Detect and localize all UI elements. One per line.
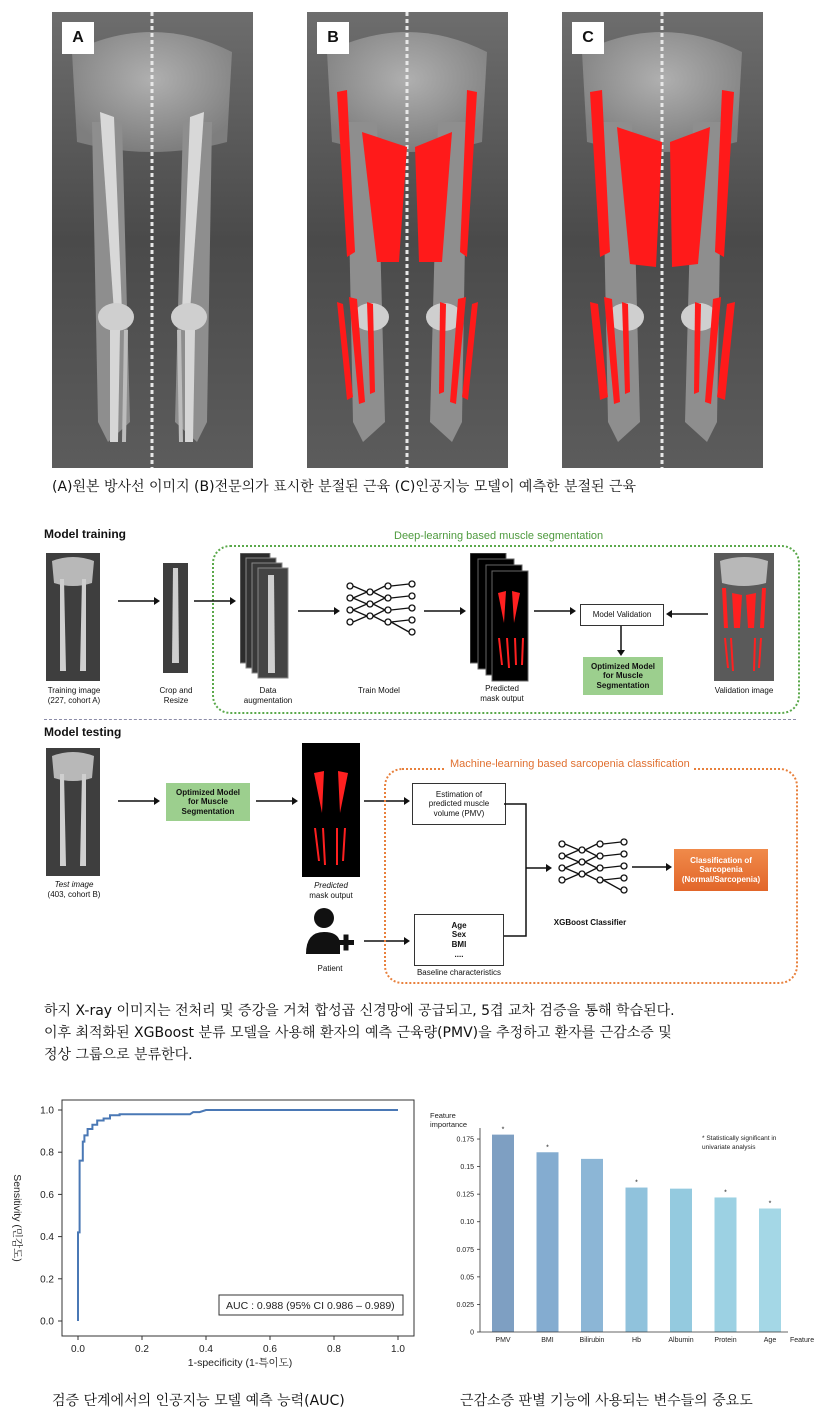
arrow-down-icon [616, 626, 626, 656]
classification-box: Classification of Sarcopenia (Normal/Sarcopenia) [674, 849, 768, 891]
optimized-model-box-testing: Optimized Model for Muscle Segmentation [166, 783, 250, 821]
bar-x-tick-label: Age [763, 1337, 777, 1344]
model-validation-box: Model Validation [580, 604, 664, 626]
neural-network-icon [340, 576, 418, 638]
significance-marker: * [635, 1179, 638, 1187]
bar-y-tick-label: 0.025 [456, 1301, 474, 1309]
section-divider [44, 719, 796, 720]
bar-y-tick-label: 0.15 [460, 1164, 474, 1172]
panel-label: B [317, 22, 349, 54]
predicted-mask-output [302, 743, 360, 877]
xray-image-original [52, 12, 253, 468]
test-image-count: (403, cohort B) [47, 890, 101, 899]
roc-x-tick-label: 0.4 [199, 1344, 213, 1355]
roc-y-tick-label: 0.2 [40, 1274, 54, 1286]
xray-panel-a [52, 12, 253, 468]
bar-x-tick-label: Bilirubin [579, 1337, 605, 1344]
roc-y-tick-label: 0.4 [40, 1232, 54, 1244]
train-model-label: Train Model [358, 686, 400, 695]
validation-image-label: Validation image [714, 686, 774, 695]
description-line: 정상 그룹으로 분류한다. [44, 1047, 193, 1063]
bar-bilirubin [581, 1159, 603, 1332]
bar-pmv [492, 1135, 514, 1332]
test-image [46, 748, 100, 876]
merge-arrows [504, 800, 552, 942]
bar-x-tick-label: Albumin [668, 1337, 694, 1344]
augmentation-stack [240, 553, 292, 683]
training-image [46, 553, 100, 681]
arrow-left-icon [666, 609, 708, 619]
machine-learning-title: Machine-learning based sarcopenia classification [446, 758, 694, 770]
validation-image [714, 553, 774, 681]
augmentation-label: Data augmentation [243, 686, 293, 705]
roc-y-tick-label: 1.0 [40, 1105, 54, 1117]
panel-label: A [62, 22, 94, 54]
optimized-model-box-training: Optimized Model for Muscle Segmentation [583, 657, 663, 695]
roc-x-tick-label: 0.2 [135, 1344, 149, 1355]
description-line: 하지 X-ray 이미지는 전처리 및 증강을 거쳐 합성곱 신경망에 공급되고, 5겹 교차 검증을 통해 학습된다. [44, 1003, 675, 1019]
bar-bmi [537, 1152, 559, 1332]
roc-y-axis-label: Sensitivity (민감도) [11, 1174, 23, 1262]
model-testing-title: Model testing [44, 725, 122, 739]
bar-hb [626, 1188, 648, 1332]
xray-panel-c [562, 12, 763, 468]
arrow-icon [534, 606, 576, 616]
patient-icon [304, 906, 356, 960]
bar-y-axis-label-2: importance [430, 1120, 468, 1129]
description-line: 이후 최적화된 XGBoost 분류 모델을 사용해 환자의 예측 근육량(PMV)을 추정하고 환자를 근감소증 및 [44, 1025, 672, 1041]
baseline-box: Age Sex BMI .... [414, 914, 504, 966]
bar-x-tick-label: Protein [714, 1337, 737, 1344]
significance-marker: * [501, 1126, 505, 1134]
auc-annotation: AUC : 0.988 (95% CI 0.986 – 0.989) [226, 1300, 395, 1312]
arrow-icon [118, 796, 160, 806]
bar-x-tick-label: BMI [541, 1337, 554, 1344]
feature-importance-chart [426, 1108, 836, 1348]
significance-marker: * [546, 1144, 549, 1152]
bar-x-tick-label: PMV [495, 1337, 511, 1344]
bar-y-tick-label: 0.10 [460, 1219, 474, 1227]
significance-legend-line-2: univariate analysis [702, 1144, 756, 1151]
cropped-image [163, 563, 188, 673]
significance-marker: * [768, 1200, 772, 1208]
predicted-mask-label: Predicted mask output [480, 684, 524, 703]
bar-caption: 근감소증 판별 기능에 사용되는 변수들의 중요도 [460, 1393, 753, 1409]
estimation-box: Estimation of predicted muscle volume (PMV) [412, 783, 506, 825]
roc-chart [0, 1090, 420, 1380]
significance-marker: * [724, 1189, 727, 1197]
xray-panel-b [307, 12, 508, 468]
bar-y-tick-label: 0 [470, 1329, 474, 1337]
bar-y-tick-label: 0.175 [456, 1136, 474, 1144]
bar-x-axis-label: Feature [790, 1337, 815, 1344]
roc-curve [78, 1110, 398, 1321]
roc-x-tick-label: 0.6 [263, 1344, 277, 1355]
figure1-caption: (A)원본 방사선 이미지 (B)전문의가 표시한 분절된 근육 (C)인공지능 모델이 예측한 분절된 근육 [52, 479, 637, 495]
bar-x-tick-label: Hb [632, 1337, 641, 1344]
bar-y-axis-label-1: Feature [430, 1111, 456, 1120]
arrow-icon [298, 606, 340, 616]
roc-y-tick-label: 0.0 [40, 1316, 54, 1328]
roc-y-tick-label: 0.6 [40, 1189, 54, 1201]
deep-learning-title: Deep-learning based muscle segmentation [390, 530, 607, 542]
crop-resize-label: Crop and Resize [159, 686, 193, 705]
bar-y-tick-label: 0.125 [456, 1191, 474, 1199]
xray-image-ai-segmentation [562, 12, 763, 468]
bar-albumin [670, 1189, 692, 1332]
bar-y-tick-label: 0.05 [460, 1274, 474, 1282]
test-image-label: Test image [54, 880, 94, 889]
panel-label: C [572, 22, 604, 54]
arrow-icon [118, 596, 160, 606]
patient-label: Patient [317, 964, 343, 973]
arrow-icon [632, 862, 672, 872]
roc-x-axis-label: 1-specificity (1-특이도) [187, 1357, 293, 1369]
baseline-label: Baseline characteristics [416, 968, 502, 977]
roc-caption: 검증 단계에서의 인공지능 모델 예측 능력(AUC) [52, 1393, 345, 1409]
arrow-icon [194, 596, 236, 606]
bar-age [759, 1208, 781, 1332]
roc-x-tick-label: 1.0 [391, 1344, 405, 1355]
arrow-icon [424, 606, 466, 616]
xgboost-label: XGBoost Classifier [553, 918, 627, 927]
predicted-mask-stack [470, 553, 530, 683]
predicted-mask-label-2: mask output [309, 891, 353, 900]
roc-y-tick-label: 0.8 [40, 1147, 54, 1159]
model-training-title: Model training [44, 527, 126, 541]
bar-protein [715, 1197, 737, 1332]
roc-x-tick-label: 0.0 [71, 1344, 85, 1355]
workflow-description [44, 1000, 804, 1066]
arrow-icon [256, 796, 298, 806]
roc-x-tick-label: 0.8 [327, 1344, 341, 1355]
training-image-label: Training image (227, cohort A) [47, 686, 101, 705]
xgboost-network-icon [552, 834, 630, 896]
predicted-mask-label-1: Predicted [314, 881, 348, 890]
bar-y-tick-label: 0.075 [456, 1246, 474, 1254]
xray-image-expert-segmentation [307, 12, 508, 468]
significance-legend-line-1: * Statistically significant in [702, 1135, 777, 1142]
